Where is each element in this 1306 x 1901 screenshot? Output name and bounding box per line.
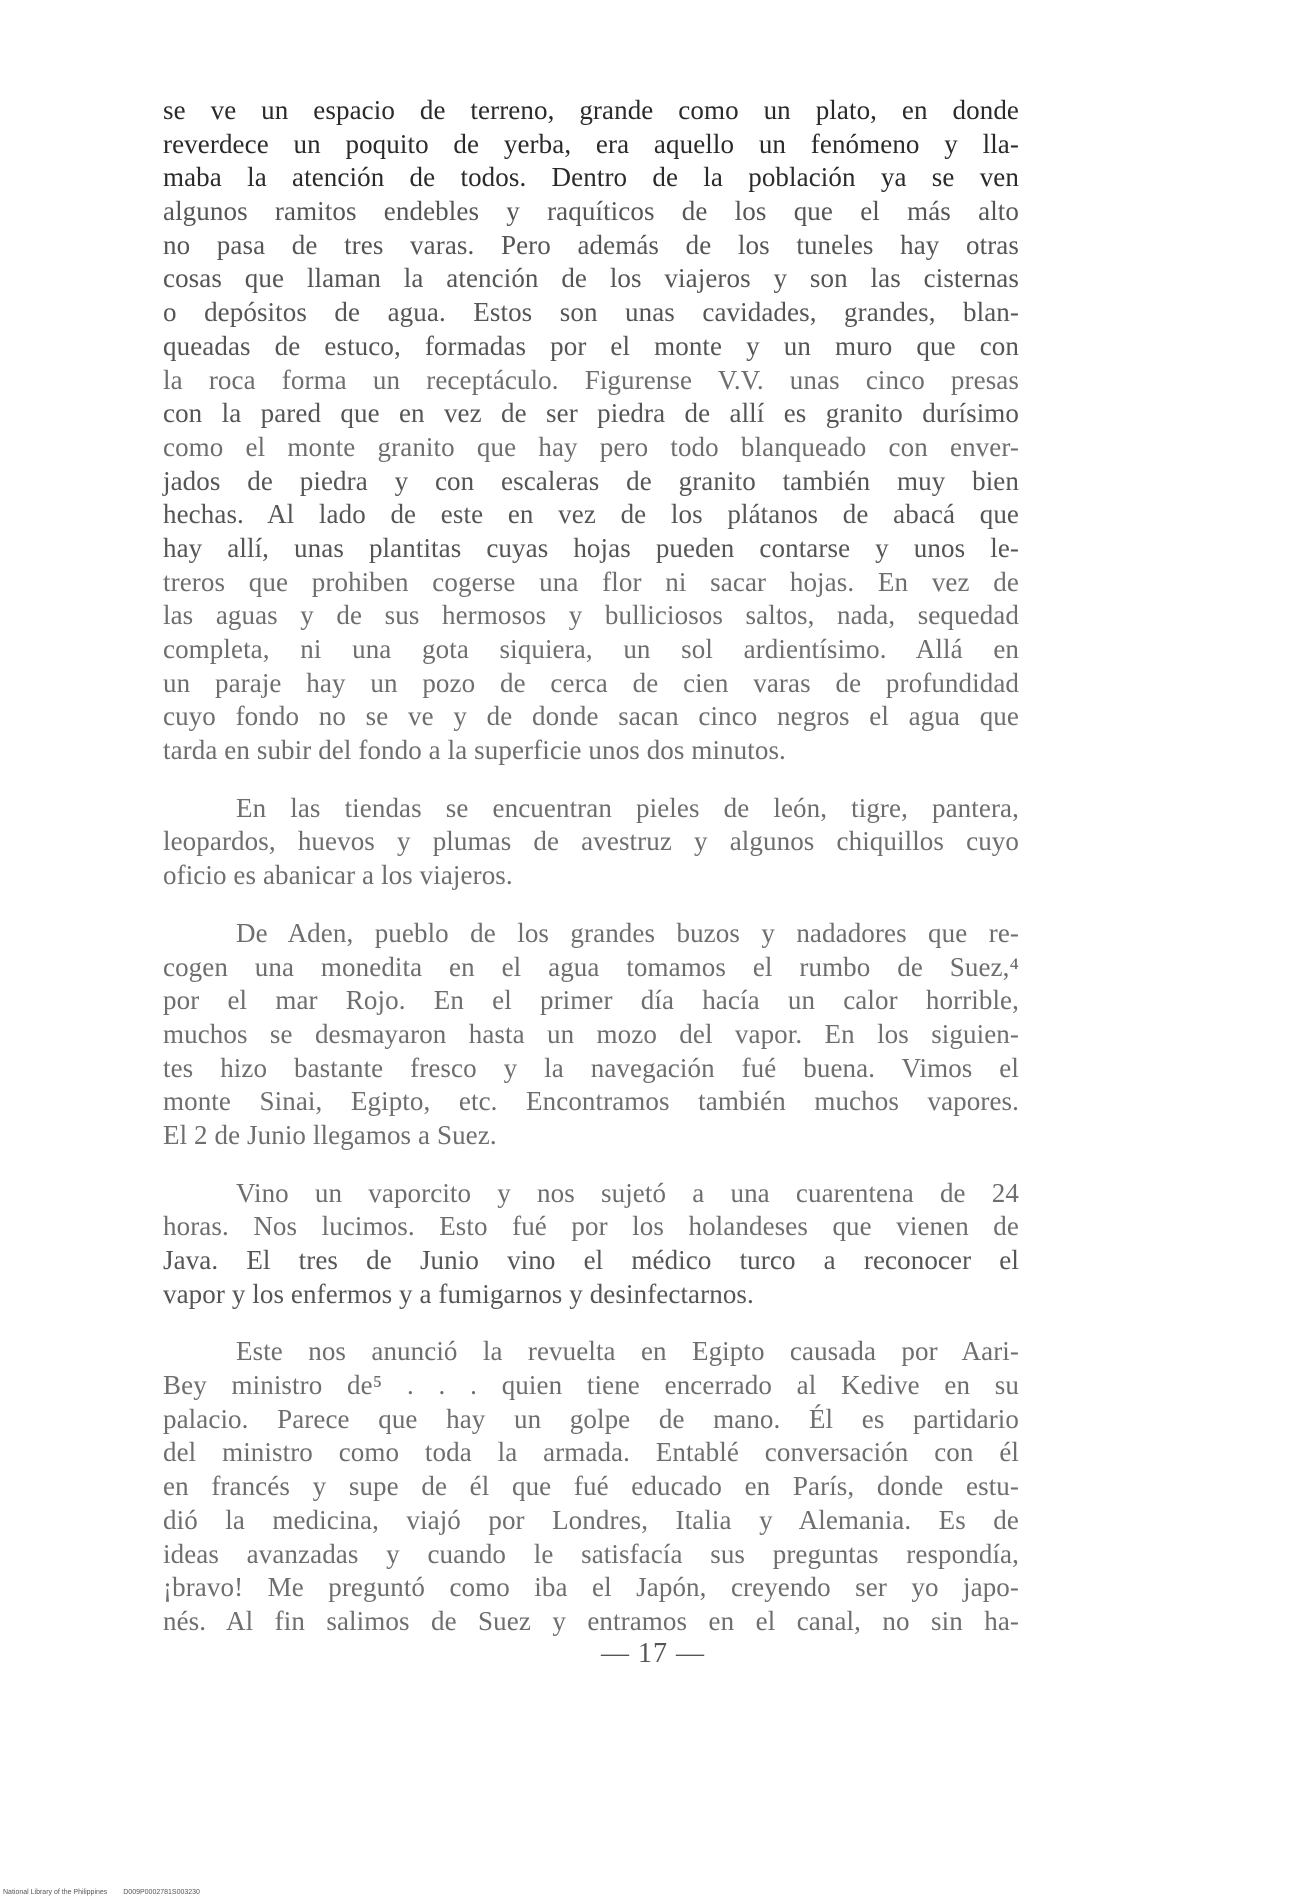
text-line: treros que prohiben cogerse una flor ni sacar hojas. En vez de xyxy=(163,566,1019,597)
text-line: en francés y supe de él que fué educado en París, donde estu- xyxy=(163,1471,1019,1502)
paragraph-1 xyxy=(163,94,1019,768)
paragraph-2 xyxy=(163,792,1019,893)
text-line: ¡bravo! Me preguntó como iba el Japón, creyendo ser yo japo- xyxy=(163,1572,1019,1603)
text-line: dió la medicina, viajó por Londres, Italia y Alemania. Es de xyxy=(163,1504,1019,1535)
text-line: leopardos, huevos y plumas de avestruz y algunos chiquillos cuyo xyxy=(163,826,1019,857)
paragraph-gap xyxy=(163,1311,1019,1335)
text-line: De Aden, pueblo de los grandes buzos y nadadores que re- xyxy=(236,917,1019,948)
library-credit: National Library of the Philippines xyxy=(3,1889,108,1896)
text-line: tes hizo bastante fresco y la navegación fué buena. Vimos el xyxy=(163,1052,1019,1083)
text-line: por el mar Rojo. En el primer día hacía un calor horrible, xyxy=(163,985,1019,1016)
text-line: completa, ni una gota siquiera, un sol ardientísimo. Allá en xyxy=(163,634,1019,664)
text-line: algunos ramitos endebles y raquíticos de los que el más alto xyxy=(163,196,1019,227)
paragraph-3 xyxy=(163,917,1019,1153)
text-line: Java. El tres de Junio vino el médico turco a reconocer el xyxy=(163,1245,1019,1275)
paragraph-gap xyxy=(163,1153,1019,1177)
text-line: del ministro como toda la armada. Entablé conversación con él xyxy=(163,1437,1019,1468)
text-line: cogen una monedita en el agua tomamos el rumbo de Suez,⁴ xyxy=(163,951,1019,982)
text-line: como el monte granito que hay pero todo blanqueado con enver- xyxy=(163,431,1019,462)
paragraph-5 xyxy=(163,1335,1019,1638)
text-line: con la pared que en vez de ser piedra de allí es granito durísimo xyxy=(163,398,1019,429)
text-line: no pasa de tres varas. Pero además de los tuneles hay otras xyxy=(163,229,1019,260)
text-line: se ve un espacio de terreno, grande como un plato, en donde xyxy=(163,95,1019,125)
text-line: Bey ministro de⁵ . . . quien tiene encerrado al Kedive en su xyxy=(163,1370,1019,1401)
text-line: reverdece un poquito de yerba, era aquello un fenómeno y lla- xyxy=(163,128,1019,159)
text-line: muchos se desmayaron hasta un mozo del vapor. En los siguien- xyxy=(163,1018,1019,1049)
text-line: tarda en subir del fondo a la superficie unos dos minutos. xyxy=(163,735,786,766)
text-line: cosas que llaman la atención de los viajeros y son las cisternas xyxy=(163,263,1019,294)
text-line: hay allí, unas plantitas cuyas hojas pueden contarse y unos le- xyxy=(163,532,1019,563)
paragraph-gap xyxy=(163,893,1019,917)
text-line: Este nos anunció la revuelta en Egipto causada por Aari- xyxy=(236,1336,1019,1367)
text-line: monte Sinai, Egipto, etc. Encontramos también muchos vapores. xyxy=(163,1086,1019,1117)
body-text xyxy=(163,94,1019,1639)
paragraph-gap xyxy=(163,768,1019,792)
text-line: horas. Nos lucimos. Esto fué por los holandeses que vienen de xyxy=(163,1211,1019,1242)
text-line: hechas. Al lado de este en vez de los plátanos de abacá que xyxy=(163,499,1019,530)
text-line: las aguas y de sus hermosos y bulliciosos saltos, nada, sequedad xyxy=(163,600,1019,631)
text-line: ideas avanzadas y cuando le satisfacía sus preguntas respondía, xyxy=(163,1538,1019,1569)
text-line: En las tiendas se encuentran pieles de león, tigre, pantera, xyxy=(236,792,1019,823)
text-line: Vino un vaporcito y nos sujetó a una cuarentena de 24 xyxy=(236,1177,1019,1208)
text-line: cuyo fondo no se ve y de donde sacan cinco negros el agua que xyxy=(163,701,1019,732)
text-line: palacio. Parece que hay un golpe de mano. Él es partidario xyxy=(163,1403,1019,1434)
text-line: nés. Al fin salimos de Suez y entramos en el canal, no sin ha- xyxy=(163,1605,1019,1636)
scan-footer xyxy=(3,1889,214,1896)
text-line: oficio es abanicar a los viajeros. xyxy=(163,860,513,891)
text-line: maba la atención de todos. Dentro de la población ya se ven xyxy=(163,162,1019,193)
text-line: la roca forma un receptáculo. Figurense V.V. unas cinco presas xyxy=(163,364,1019,395)
text-line: El 2 de Junio llegamos a Suez. xyxy=(163,1119,497,1150)
text-line: queadas de estuco, formadas por el monte y un muro que con xyxy=(163,330,1019,361)
text-line: jados de piedra y con escaleras de granito también muy bien xyxy=(163,465,1019,496)
text-line: un paraje hay un pozo de cerca de cien varas de profundidad xyxy=(163,667,1019,698)
scan-code: D009P0002781S003230 xyxy=(123,1889,200,1896)
text-line: o depósitos de agua. Estos son unas cavidades, grandes, blan- xyxy=(163,297,1019,328)
text-line: vapor y los enfermos y a fumigarnos y desinfectarnos. xyxy=(163,1278,754,1309)
page-number: — 17 — xyxy=(601,1638,705,1669)
paragraph-4 xyxy=(163,1177,1019,1312)
